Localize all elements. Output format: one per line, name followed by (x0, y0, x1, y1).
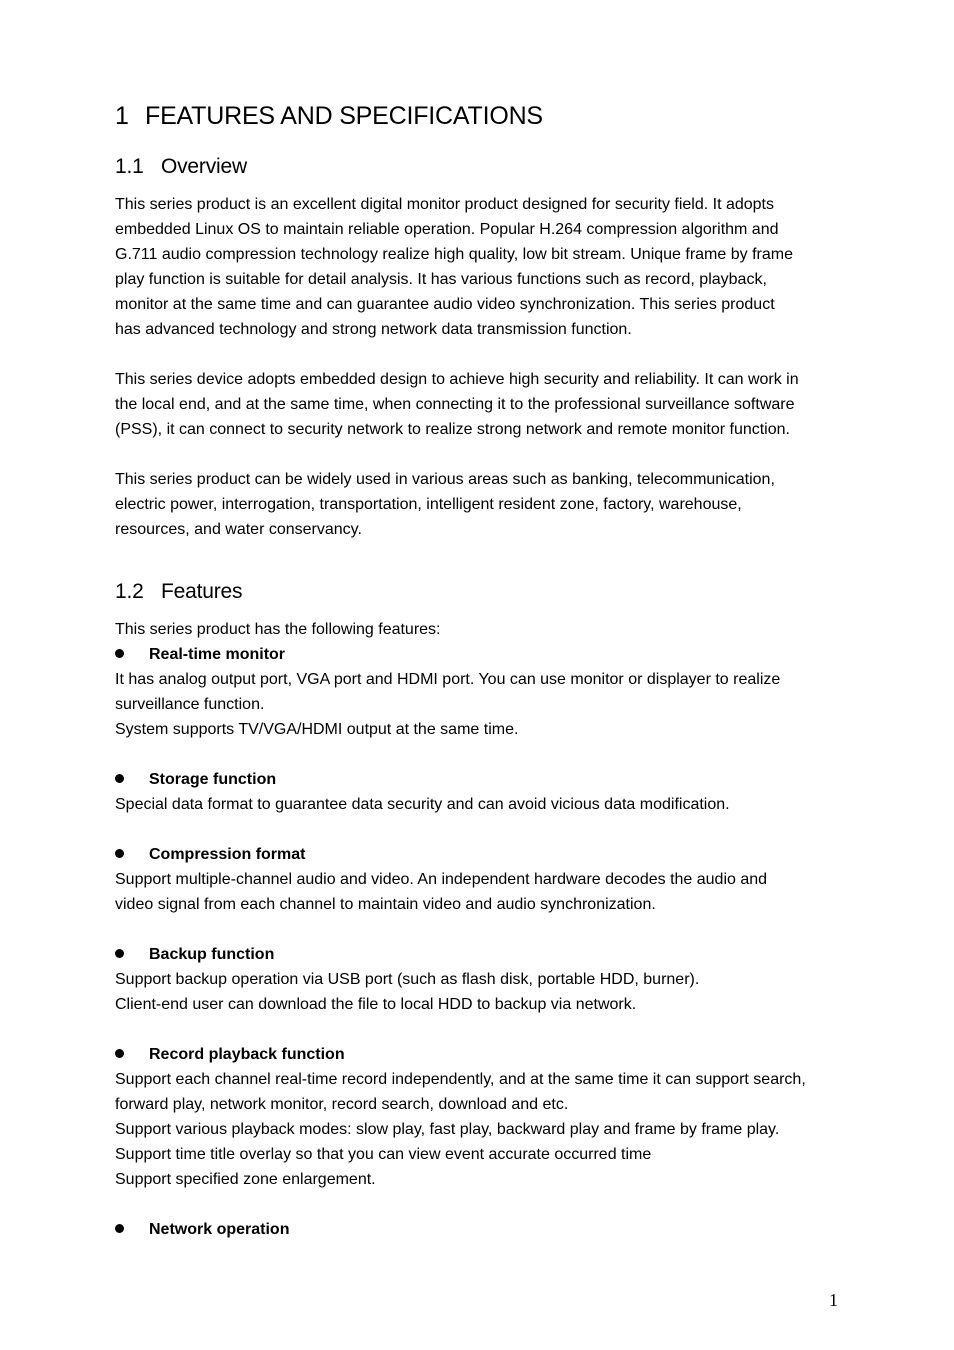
bullet-icon (115, 774, 124, 783)
text-line: the local end, and at the same time, when connecting it to the professional surveillance software (115, 396, 795, 413)
section-number: 1.2 (115, 580, 144, 603)
section-number: 1.1 (115, 155, 144, 178)
text-line: resources, and water conservancy. (115, 521, 362, 538)
text-line: Support each channel real-time record independently, and at the same time it can support search, (115, 1071, 806, 1088)
feature-description (115, 967, 850, 1017)
text-line: This series product can be widely used in various areas such as banking, telecommunication, (115, 471, 775, 488)
feature-title: Network operation (149, 1221, 290, 1238)
feature-title: Real-time monitor (149, 646, 286, 663)
feature-heading-real-time-monitor (115, 642, 285, 667)
feature-heading-network-operation (115, 1217, 289, 1242)
bullet-icon (115, 1224, 124, 1233)
text-line: Client-end user can download the file to local HDD to backup via network. (115, 996, 637, 1013)
text-line: play function is suitable for detail analysis. It has various functions such as record, playback, (115, 271, 767, 288)
text-line: Special data format to guarantee data security and can avoid vicious data modification. (115, 796, 730, 813)
feature-title: Backup function (149, 946, 275, 963)
text-line: monitor at the same time and can guarantee audio video synchronization. This series product (115, 296, 775, 313)
feature-title: Compression format (149, 846, 306, 863)
feature-heading-record-playback-function (115, 1042, 345, 1067)
feature-title: Storage function (149, 771, 277, 788)
feature-heading-compression-format (115, 842, 305, 867)
section-heading-overview (115, 155, 247, 179)
chapter-heading (115, 102, 543, 131)
text-line: This series product has the following features: (115, 621, 441, 638)
chapter-title: FEATURES AND SPECIFICATIONS (145, 102, 543, 130)
text-line: electric power, interrogation, transportation, intelligent resident zone, factory, warehouse, (115, 496, 742, 513)
text-line: This series product is an excellent digital monitor product designed for security field. It adopts (115, 196, 774, 213)
text-line: surveillance function. (115, 696, 265, 713)
text-line: (PSS), it can connect to security network to realize strong network and remote monitor function. (115, 421, 790, 438)
page-number: 1 (829, 1290, 838, 1310)
bullet-icon (115, 949, 124, 958)
text-line: video signal from each channel to maintain video and audio synchronization. (115, 896, 656, 913)
bullet-icon (115, 1049, 124, 1058)
text-line: forward play, network monitor, record search, download and etc. (115, 1096, 569, 1113)
text-line: Support time title overlay so that you can view event accurate occurred time (115, 1146, 652, 1163)
section-heading-features (115, 580, 242, 604)
features-intro (115, 617, 850, 642)
feature-description (115, 667, 850, 742)
text-line: Support multiple-channel audio and video. An independent hardware decodes the audio and (115, 871, 768, 888)
overview-paragraph-1 (115, 192, 850, 342)
feature-description (115, 1067, 850, 1192)
feature-heading-backup-function (115, 942, 274, 967)
text-line: Support specified zone enlargement. (115, 1171, 376, 1188)
text-line: This series device adopts embedded design to achieve high security and reliability. It can work in (115, 371, 799, 388)
text-line: Support various playback modes: slow play, fast play, backward play and frame by frame play. (115, 1121, 780, 1138)
chapter-number: 1 (115, 102, 129, 130)
text-line: System supports TV/VGA/HDMI output at the same time. (115, 721, 519, 738)
section-title: Features (161, 580, 243, 603)
feature-heading-storage-function (115, 767, 276, 792)
text-line: has advanced technology and strong network data transmission function. (115, 321, 632, 338)
text-line: It has analog output port, VGA port and HDMI port. You can use monitor or displayer to realize (115, 671, 781, 688)
bullet-icon (115, 649, 124, 658)
feature-title: Record playback function (149, 1046, 345, 1063)
section-title: Overview (161, 155, 247, 178)
feature-description (115, 792, 850, 817)
bullet-icon (115, 849, 124, 858)
text-line: Support backup operation via USB port (such as flash disk, portable HDD, burner). (115, 971, 700, 988)
overview-paragraph-3 (115, 467, 850, 542)
overview-paragraph-2 (115, 367, 850, 442)
feature-description (115, 867, 850, 917)
text-line: G.711 audio compression technology realize high quality, low bit stream. Unique frame by frame (115, 246, 793, 263)
text-line: embedded Linux OS to maintain reliable operation. Popular H.264 compression algorithm and (115, 221, 779, 238)
